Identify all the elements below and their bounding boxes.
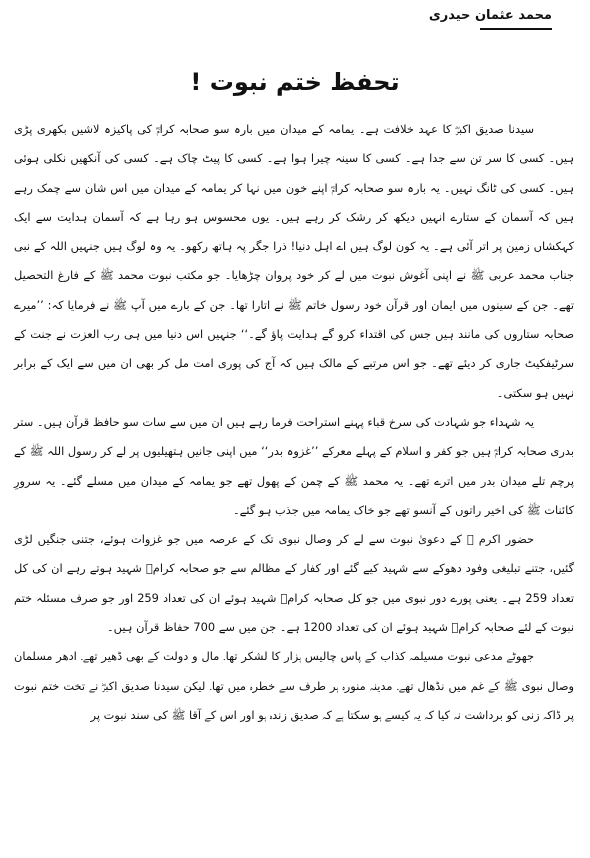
author-byline (428, 6, 552, 30)
author-name: محمد عثمان حیدری (428, 8, 552, 23)
article-title: تحفظ ختم نبوت ! (190, 68, 400, 96)
paragraph-2: یہ شہداء جو شہادت کی سرخ قباء پہنے استراحت فرما رہے ہیں ان میں سے سات سو حافظ قرآن ہیں۔ ستر بدری صحابہ کرامؓ ہیں جو کفر و اسلام کے پہلے معرکے ’’غزوہ بدر‘‘ میں اپنی جانیں ہتھیلیوں پر لے کر رسول اللہ ﷺ کے پرچم تلے میدان بدر میں اترے تھے۔ یہ محمد ﷺ کے چمن کے پھول تھے جو یمامہ کے میدان میں مسلے گئے۔ یہ سرورِ کائنات ﷺ کی اخیر راتوں کے آنسو تھے جو خاک یمامہ میں جذب ہو گئے۔ (14, 414, 574, 517)
article-body (14, 115, 574, 730)
author-underline (480, 28, 552, 30)
paragraph-4: جھوٹے مدعی نبوت مسیلمہ کذاب کے پاس چالیس ہزار کا لشکر تھا۔ مال و دولت کے بھی ڈھیر تھے۔ ادھر مسلمان وصال نبوی ﷺ کے غم میں نڈھال تھے۔ مدینہ منورہ ہر طرف سے خطرہ میں تھا۔ لیکن سیدنا صدیق اکبرؓ نے تخت ختم نبوت پر ڈاکہ زنی کو برداشت نہ کیا کہ یہ کیسے ہو سکتا ہے کہ صدیق زندہ ہو اور اس کے آقا ﷺ کی سند نبوت پر (14, 649, 574, 722)
paragraph-3: حضور اکرم ﷺ کے دعویٰ نبوت سے لے کر وصال نبوی تک کے عرصہ میں جو غزوات ہوئے، جتنی جنگیں لڑی گئیں، جتنے تبلیغی وفود دھوکے سے شہید کیے گئے اور کفار کے مظالم سے جو صحابہ کرامؓ شہید ہوتے رہے ان کی کل تعداد 259 ہے۔ یعنی پورے دور نبوی میں جو کل صحابہ کرامؓ شہید ہوئے ان کی تعداد 259 اور جو صرف مسئلہ ختم نبوت کے لئے صحابہ کرامؓ شہید ہوئے ان کی تعداد 1200 ہے۔ جن میں سے 700 حفاظ قرآن ہیں۔ (14, 532, 574, 635)
paragraph-1: سیدنا صدیق اکبرؓ کا عہد خلافت ہے۔ یمامہ کے میدان میں بارہ سو صحابہ کرامؓ کی پاکیزہ لاشیں بکھری پڑی ہیں۔ کسی کا سر تن سے جدا ہے۔ کسی کا سینہ چیرا ہوا ہے۔ کسی کا پیٹ چاک ہے۔ کسی کی آنکھیں نکلی ہوئی ہیں۔ کسی کی ٹانگ نہیں۔ یہ بارہ سو صحابہ کرامؓ اپنے خون میں نہا کر یمامہ کے میدان میں اس شان سے چمک رہے ہیں کہ آسمان کے ستارے انہیں دیکھ کر رشک کر رہے ہیں۔ یوں محسوس ہو رہا ہے کہ آسمان ہدایت سے ایک کہکشاں زمین پر اتر آئی ہے۔ یہ کون لوگ ہیں اے اہل دنیا! ذرا جگر پہ ہاتھ رکھو۔ یہ وہ لوگ ہیں جنہیں اللہ کے نبی جناب محمد عربی ﷺ نے اپنی آغوش نبوت میں لے کر خود پروان چڑھایا۔ جو مکتب نبوت محمد ﷺ کے فارغ التحصیل تھے۔ جن کے سینوں میں ایمان اور قرآن خود رسول خاتم ﷺ نے اتارا تھا۔ جن کے بارے میں آپ ﷺ نے فرمایا کہ: ’’میرے صحابہ ستاروں کی مانند ہیں جس کی اقتداء کرو گے ہدایت پاؤ گے۔‘‘ جنہیں اس دنیا میں ہی رب العزت نے جنت کے سرٹیفکیٹ جاری کر دیئے تھے۔ جو اس مرتبے کے مالک ہیں کہ آج کی پوری امت مل کر بھی ان میں سے ایک کے برابر نہیں ہو سکتی۔ (14, 122, 574, 400)
